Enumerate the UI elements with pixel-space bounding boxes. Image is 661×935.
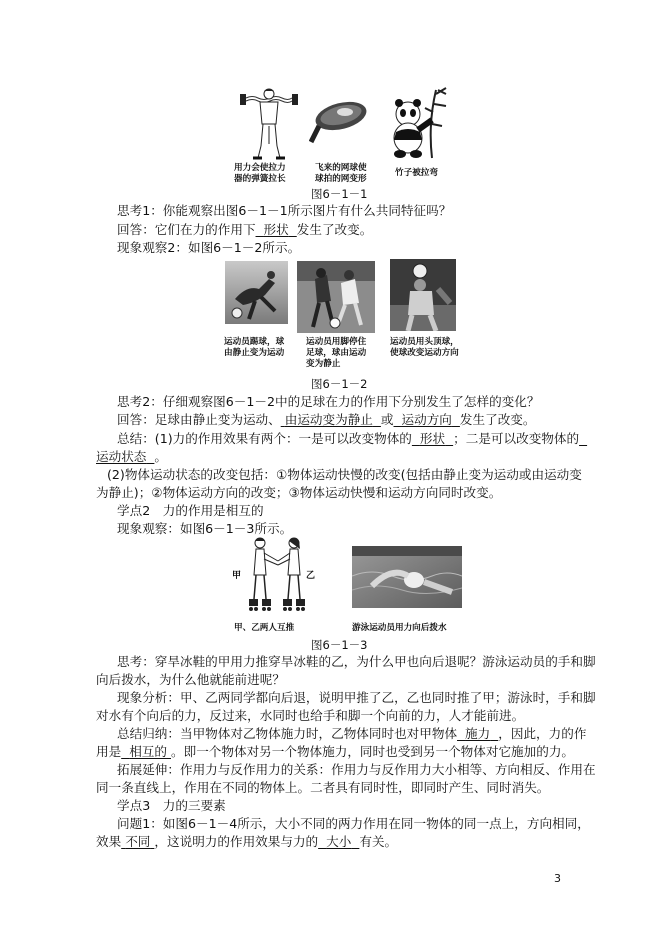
summary-1-blank-2: 运动状态 (96, 449, 147, 464)
question-1-blank-2: 大小 (326, 834, 352, 849)
answer-1: 回答：它们在力的作用下 形状 发生了改变。 (117, 222, 373, 237)
think-3-line-2: 向后拨水，为什么他就能前进呢？ (96, 672, 285, 687)
figure-6-1-3-image-skaters-push (240, 535, 312, 615)
summary-2-line-2: 为静止)；②物体运动方向的改变；③物体运动快慢和运动方向同时改变。 (96, 485, 502, 500)
summary-3-line-2: 用是 相互的 。即一个物体对另一个物体施力，同时也受到另一个物体对它施加的力。 (96, 744, 574, 759)
think-3-line-1: 思考：穿旱冰鞋的甲用力推穿旱冰鞋的乙，为什么甲也向后退呢？游泳运动员的手和脚 (117, 654, 596, 669)
section-2-heading: 学点2 力的作用是相互的 (117, 503, 264, 518)
analysis-line-1: 现象分析：甲、乙两同学都向后退，说明甲推了乙，乙也同时推了甲；游泳时，手和脚 (117, 690, 596, 705)
figure-6-1-2-caption-1: 运动员踢球，球 由静止变为运动 (224, 337, 285, 358)
figure-6-1-1-image-tennis-racket (309, 98, 369, 146)
figure-6-1-3-photo-swimmer (352, 546, 462, 608)
summary-3-blank-1: 施力 (465, 726, 491, 741)
analysis-line-2: 对水有个向后的力，反过来，水同时也给手和脚一个向前的力，人才能前进。 (96, 708, 525, 723)
summary-1-blank-1: 形状 (419, 431, 446, 446)
think-1: 思考1：你能观察出图6－1－1所示图片有什么共同特征吗？ (117, 203, 452, 218)
answer-2: 回答：足球由静止变为运动、 由运动变为静止 或 运动方向 发生了改变。 (117, 412, 536, 427)
figure-6-1-2-caption-2: 运动员用脚停住 足球，球由运动 变为静止 (306, 337, 367, 369)
summary-2-line-1: (2)物体运动状态的改变包括：①物体运动快慢的改变(包括由静止变为运动或由运动变 (107, 467, 582, 482)
observation-2: 现象观察2：如图6－1－2所示。 (117, 240, 301, 255)
page-number: 3 (554, 872, 561, 885)
extension-line-2: 同一条直线上，作用在不同的物体上。二者具有同时性，即同时产生、同时消失。 (96, 780, 550, 795)
think-2: 思考2：仔细观察图6－1－2中的足球在力的作用下分别发生了怎样的变化？ (117, 394, 540, 409)
summary-3-blank-2: 相互的 (129, 744, 167, 759)
summary-1: 总结：(1)力的作用效果有两个：一是可以改变物体的 形状 ；二是可以改变物体的 (117, 431, 580, 446)
figure-6-1-2-photo-header (390, 259, 456, 331)
figure-6-1-2-photo-stop (297, 261, 375, 333)
figure-6-1-1-image-spring-puller (238, 86, 300, 162)
question-1-blank-1: 不同 (125, 834, 151, 849)
figure-6-1-2-label: 图6－1－2 (311, 377, 368, 391)
summary-3-line-1: 总结归纳：当甲物体对乙物体施力时，乙物体同时也对甲物体 施力 ，因此，力的作 (117, 726, 587, 741)
extension-line-1: 拓展延伸：作用力与反作用力的关系：作用力与反作用力大小相等、方向相反、作用在 (117, 762, 596, 777)
answer-2-blank-1: 由运动变为静止 (284, 412, 373, 427)
answer-2-blank-2: 运动方向 (401, 412, 452, 427)
observation-3: 现象观察：如图6－1－3所示。 (117, 521, 293, 536)
figure-6-1-1-image-panda-bamboo (388, 84, 452, 160)
figure-6-1-1-caption-3: 竹子被拉弯 (395, 168, 438, 178)
figure-6-1-1-label: 图6－1－1 (311, 187, 368, 201)
figure-6-1-3-label-yi: 乙 (306, 571, 316, 581)
figure-6-1-3-label-jia: 甲 (232, 571, 242, 581)
question-1-line-2: 效果 不同 ，这说明力的作用效果与力的 大小 有关。 (96, 834, 398, 849)
question-1-line-1: 问题1：如图6－1－4所示，大小不同的两力作用在同一物体的同一点上，方向相同， (117, 816, 590, 831)
figure-6-1-2-photo-kick (225, 261, 288, 324)
figure-6-1-3-label: 图6－1－3 (311, 638, 368, 652)
figure-6-1-1-caption-2: 飞来的网球使球拍的网变形 (315, 163, 367, 184)
figure-6-1-2-caption-3: 运动员用头顶球， 使球改变运动方向 (390, 337, 459, 358)
figure-6-1-1-caption-1: 用力会使拉力器的弹簧拉长 (234, 163, 286, 184)
section-3-heading: 学点3 力的三要素 (117, 798, 226, 813)
summary-1-continued: 运动状态 。 (96, 449, 167, 464)
figure-6-1-3-caption-2: 游泳运动员用力向后拨水 (352, 623, 447, 633)
figure-6-1-3-caption-1: 甲、乙两人互推 (234, 623, 295, 633)
answer-1-blank: 形状 (263, 222, 289, 237)
